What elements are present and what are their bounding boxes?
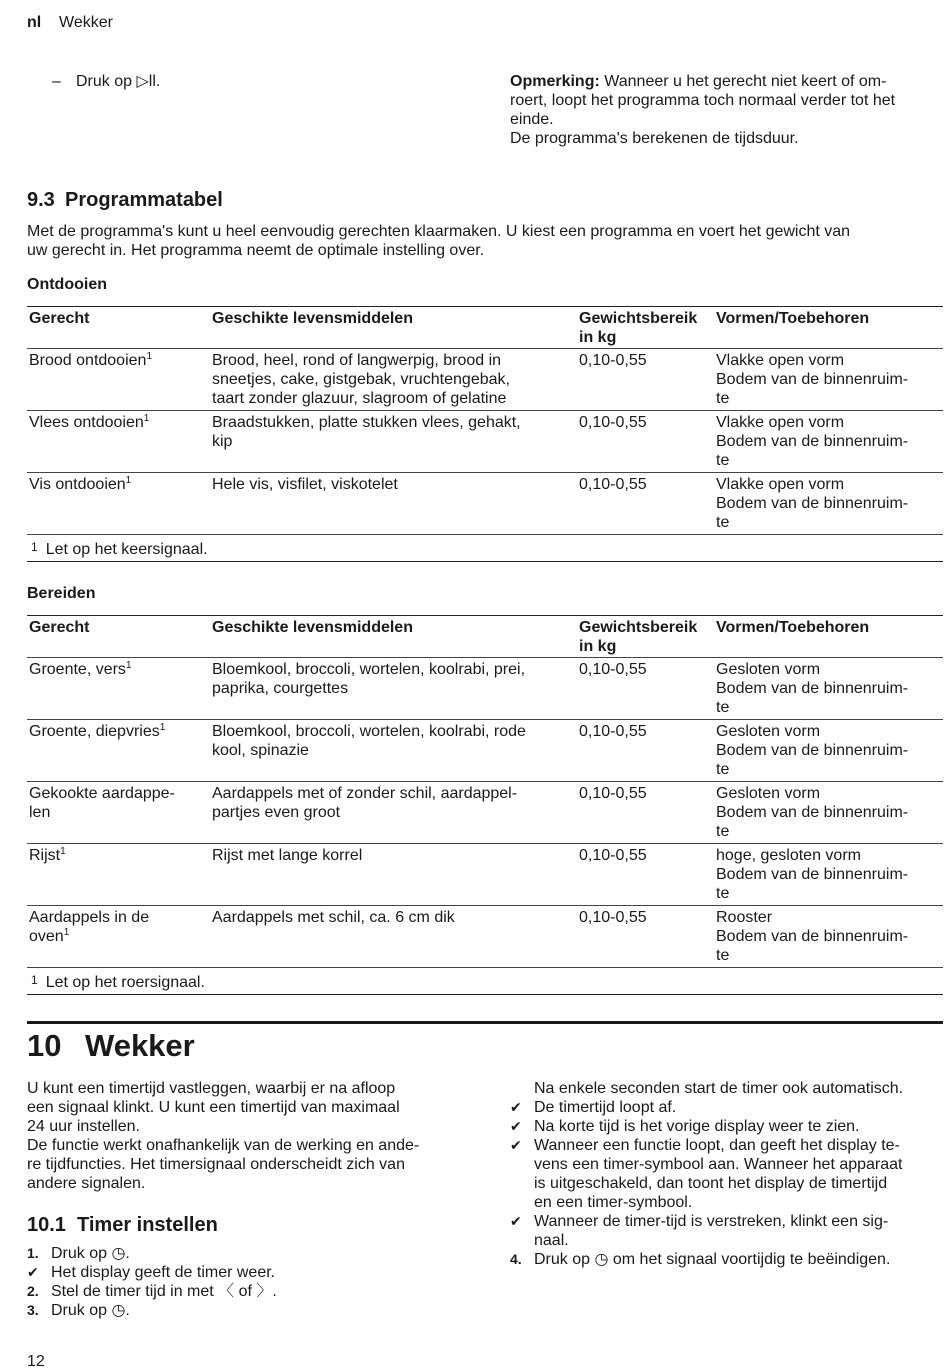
dish-line: oven [29, 928, 64, 945]
cell-weight: 0,10-0,55 [577, 782, 714, 844]
table-row [27, 906, 943, 968]
footnote-mark: 1 [31, 540, 38, 554]
table-row [27, 349, 943, 411]
note-label: Opmerking: [510, 73, 600, 90]
dish-line: Groente, vers [29, 661, 126, 678]
check-icon: ✔ [27, 1264, 39, 1280]
forms-line: te [716, 947, 730, 964]
food-line: taart zonder glazuur, slagroom of gelatine [212, 390, 507, 407]
step-line: Stel de timer tijd in met 〈 of 〉. [51, 1283, 277, 1300]
col-header-dish: Gerecht [27, 616, 210, 658]
cell-weight: 0,10-0,55 [577, 906, 714, 968]
section-heading-10-1 [27, 1213, 218, 1237]
result-item [27, 1263, 467, 1282]
forms-line: Gesloten vorm [716, 661, 821, 678]
note-line: De programma's berekenen de tijdsduur. [510, 130, 799, 147]
footnote-ref: 1 [159, 722, 166, 733]
forms-line: Bodem van de binnenruim- [716, 433, 909, 450]
dish-line: Gekookte aardappe- [29, 785, 175, 802]
step-text: Druk op ▷ll. [76, 73, 161, 90]
footnote-ref: 1 [146, 351, 152, 362]
cell-forms [714, 906, 943, 968]
forms-line: Rooster [716, 909, 773, 926]
cell-forms [714, 349, 943, 411]
subheading-bereiden: Bereiden [27, 585, 96, 602]
cell-food [210, 906, 577, 968]
footnote-ref: 1 [63, 927, 70, 938]
note-block [510, 72, 940, 148]
table-row [27, 844, 943, 906]
step-line: is uitgeschakeld, dan toont het display de timertijd [534, 1175, 888, 1192]
note-line: einde. [510, 111, 554, 128]
footnote-ref: 1 [60, 846, 66, 857]
note-line: Wanneer u het gerecht niet keert of om- [599, 73, 887, 90]
col-header-forms: Vormen/Toebehoren [714, 307, 943, 349]
cell-weight: 0,10-0,55 [577, 411, 714, 473]
step-line: Wanneer de timer-tijd is verstreken, klinkt een sig- [534, 1213, 889, 1230]
step-line: Wanneer een functie loopt, dan geeft het display te- [534, 1137, 900, 1154]
footnote-ref: 1 [125, 660, 132, 671]
chapter-number: 10 [27, 1028, 62, 1063]
cell-forms [714, 782, 943, 844]
footnote-mark: 1 [31, 973, 38, 987]
intro-line: een signaal klinkt. U kunt een timertijd van maximaal [27, 1099, 400, 1116]
chapter-heading-10 [27, 1028, 195, 1064]
dish-line: len [29, 804, 51, 821]
food-line: Rijst met lange korrel [212, 847, 363, 864]
table-row [27, 658, 943, 720]
cell-forms [714, 411, 943, 473]
cell-weight: 0,10-0,55 [577, 658, 714, 720]
step-item [27, 1301, 467, 1320]
intro-line: 24 uur instellen. [27, 1118, 140, 1135]
step-item [27, 1282, 467, 1301]
intro-line: re tijdfuncties. Het timersignaal onderscheidt zich van [27, 1156, 405, 1173]
cell-weight: 0,10-0,55 [577, 720, 714, 782]
food-line: Bloemkool, broccoli, wortelen, koolrabi, prei, [212, 661, 526, 678]
food-line: kip [212, 433, 233, 450]
food-line: Bloemkool, broccoli, wortelen, koolrabi, rode [212, 723, 526, 740]
cell-food [210, 473, 577, 535]
cell-food [210, 658, 577, 720]
steps-list-left [27, 1244, 467, 1320]
footnote-ref: 1 [143, 413, 150, 424]
chapter-divider [27, 1021, 943, 1024]
forms-line: Bodem van de binnenruim- [716, 680, 909, 697]
step-line: Druk op ◷ om het signaal voortijdig te beëindigen. [534, 1251, 891, 1268]
forms-line: te [716, 514, 730, 531]
check-icon: ✔ [510, 1137, 522, 1153]
table-row [27, 720, 943, 782]
step-number: 4. [510, 1251, 522, 1267]
footnote-ref: 1 [125, 475, 132, 486]
forms-line: Vlakke open vorm [716, 414, 845, 431]
step-line: Druk op ◷. [51, 1245, 130, 1262]
cell-dish [27, 473, 210, 535]
continued-step-text: Na enkele seconden start de timer ook automatisch. [534, 1080, 904, 1097]
header-language: nl [27, 14, 42, 31]
forms-line: Bodem van de binnenruim- [716, 866, 909, 883]
result-item [510, 1136, 945, 1212]
forms-line: Gesloten vorm [716, 723, 821, 740]
cell-forms [714, 473, 943, 535]
col-header-forms: Vormen/Toebehoren [714, 616, 943, 658]
step-number: 2. [27, 1283, 39, 1299]
step-number: 3. [27, 1302, 39, 1318]
intro-line: Met de programma's kunt u heel eenvoudig gerechten klaarmaken. U kiest een programma en voert het gewicht van [27, 223, 851, 240]
forms-line: Bodem van de binnenruim- [716, 371, 909, 388]
cell-dish [27, 844, 210, 906]
step-item [510, 1250, 945, 1269]
check-icon: ✔ [510, 1118, 522, 1134]
cell-dish [27, 411, 210, 473]
table-header-row [27, 307, 943, 349]
dish-line: Groente, diepvries [29, 723, 160, 740]
step-line: vens een timer-symbool aan. Wanneer het apparaat [534, 1156, 903, 1173]
forms-line: Bodem van de binnenruim- [716, 495, 909, 512]
cell-forms [714, 658, 943, 720]
forms-line: Gesloten vorm [716, 785, 821, 802]
section-title: Programmatabel [65, 189, 223, 211]
intro-line: uw gerecht in. Het programma neemt de optimale instelling over. [27, 242, 485, 259]
cell-dish [27, 720, 210, 782]
cell-dish [27, 782, 210, 844]
step-line: en een timer-symbool. [534, 1194, 693, 1211]
food-line: Braadstukken, platte stukken vlees, gehakt, [212, 414, 521, 431]
food-line: Aardappels met schil, ca. 6 cm dik [212, 909, 455, 926]
food-line: Brood, heel, rond of langwerpig, brood in [212, 352, 502, 369]
forms-line: hoge, gesloten vorm [716, 847, 861, 864]
food-line: Hele vis, visfilet, viskotelet [212, 476, 398, 493]
cell-food [210, 720, 577, 782]
footnote-cell [27, 968, 943, 995]
cell-food [210, 349, 577, 411]
table-header-row [27, 616, 943, 658]
header-title: Wekker [59, 14, 113, 31]
subheading-ontdooien: Ontdooien [27, 276, 107, 293]
forms-line: te [716, 390, 730, 407]
step-item [27, 1244, 467, 1263]
result-item [510, 1212, 945, 1250]
result-item [510, 1098, 945, 1117]
intro-line: De functie werkt onafhankelijk van de werking en ande- [27, 1137, 420, 1154]
footnote-row [27, 968, 943, 995]
footnote-text: Let op het keersignaal. [45, 541, 208, 558]
food-line: Aardappels met of zonder schil, aardappel- [212, 785, 518, 802]
cell-food [210, 782, 577, 844]
forms-line: te [716, 452, 730, 469]
footnote-row [27, 535, 943, 562]
food-line: paprika, courgettes [212, 680, 349, 697]
chapter-title: Wekker [85, 1028, 195, 1063]
intro-line: andere signalen. [27, 1175, 146, 1192]
dish-line: Rijst [29, 847, 61, 864]
cell-dish [27, 906, 210, 968]
step-line: Na korte tijd is het vorige display weer te zien. [534, 1118, 860, 1135]
col-header-weight: Gewichtsbereik in kg [577, 616, 714, 658]
cell-weight: 0,10-0,55 [577, 844, 714, 906]
food-line: kool, spinazie [212, 742, 309, 759]
steps-list-right [510, 1098, 945, 1269]
step-line: Het display geeft de timer weer. [51, 1264, 276, 1281]
dish-line: Aardappels in de [29, 909, 150, 926]
forms-line: Vlakke open vorm [716, 352, 845, 369]
note-line: roert, loopt het programma toch normaal verder tot het [510, 92, 896, 109]
step-line: Druk op ◷. [51, 1302, 130, 1319]
cell-dish [27, 349, 210, 411]
col-header-food: Geschikte levensmiddelen [210, 616, 577, 658]
cell-weight: 0,10-0,55 [577, 349, 714, 411]
step-dash: – [52, 73, 61, 90]
section-heading-9-3 [27, 191, 223, 210]
food-line: sneetjes, cake, gistgebak, vruchtengebak, [212, 371, 510, 388]
dish-name: Vlees ontdooien [29, 414, 144, 431]
cell-weight: 0,10-0,55 [577, 473, 714, 535]
step-number: 1. [27, 1245, 39, 1261]
chapter-intro [27, 1079, 467, 1193]
dish-name: Vis ontdooien [29, 476, 126, 493]
dish-name: Brood ontdooien [29, 352, 147, 369]
section-title: Timer instellen [77, 1214, 218, 1236]
step-line: naal. [534, 1232, 569, 1249]
table-row [27, 473, 943, 535]
cell-forms [714, 844, 943, 906]
food-line: partjes even groot [212, 804, 341, 821]
cell-forms [714, 720, 943, 782]
result-item [510, 1117, 945, 1136]
cell-dish [27, 658, 210, 720]
forms-line: Bodem van de binnenruim- [716, 804, 909, 821]
check-icon: ✔ [510, 1099, 522, 1115]
table-row [27, 411, 943, 473]
col-header-dish: Gerecht [27, 307, 210, 349]
cell-food [210, 411, 577, 473]
forms-line: te [716, 823, 730, 840]
page-number: 12 [27, 1353, 45, 1370]
intro-line: U kunt een timertijd vastleggen, waarbij er na afloop [27, 1080, 396, 1097]
table-bereiden [27, 615, 943, 995]
cell-food [210, 844, 577, 906]
table-ontdooien [27, 306, 943, 562]
col-header-food: Geschikte levensmiddelen [210, 307, 577, 349]
forms-line: te [716, 885, 730, 902]
section-number: 9.3 [27, 189, 55, 211]
forms-line: te [716, 761, 730, 778]
forms-line: Vlakke open vorm [716, 476, 845, 493]
forms-line: Bodem van de binnenruim- [716, 928, 909, 945]
forms-line: Bodem van de binnenruim- [716, 742, 909, 759]
table-row [27, 782, 943, 844]
step-line: De timertijd loopt af. [534, 1099, 677, 1116]
footnote-cell [27, 535, 943, 562]
check-icon: ✔ [510, 1213, 522, 1229]
footnote-text: Let op het roersignaal. [45, 974, 205, 991]
col-header-weight: Gewichtsbereik in kg [577, 307, 714, 349]
section-number: 10.1 [27, 1214, 66, 1236]
section-intro [27, 222, 942, 260]
forms-line: te [716, 699, 730, 716]
